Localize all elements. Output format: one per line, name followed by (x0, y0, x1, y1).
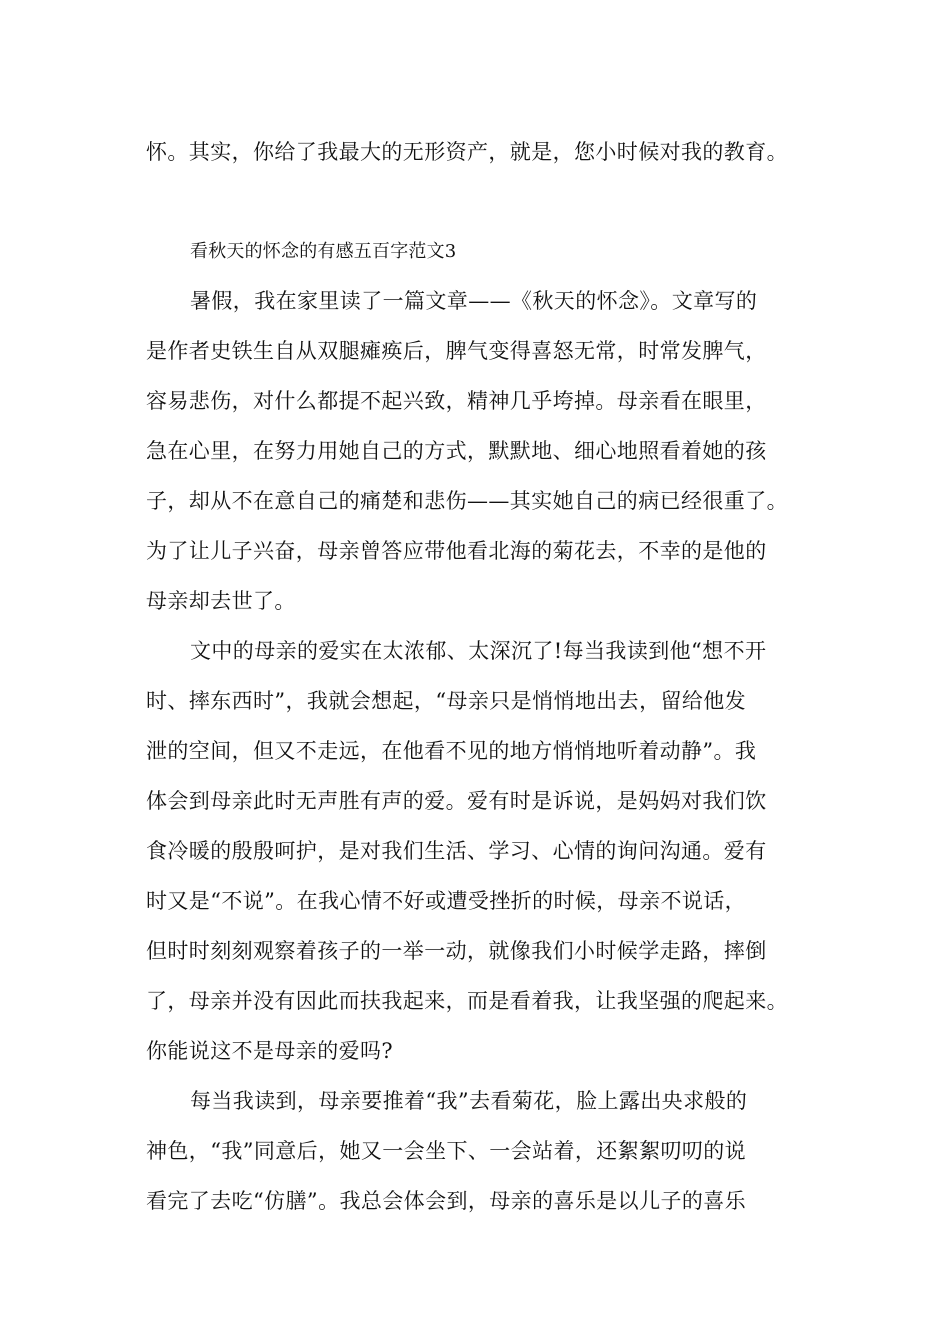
section-heading: 看秋天的怀念的有感五百字范文3 (190, 241, 457, 262)
paragraph-line: 泄的空间，但又不走远，在他看不见的地方悄悄地听着动静”。我 (146, 739, 757, 763)
paragraph-line: 食冷暖的殷殷呵护，是对我们生活、学习、心情的询问沟通。爱有 (146, 839, 767, 863)
paragraph-line: 母亲却去世了。 (146, 589, 296, 613)
paragraph-line: 你能说这不是母亲的爱吗? (146, 1039, 394, 1063)
paragraph-line: 文中的母亲的爱实在太浓郁、太深沉了!每当我读到他“想不开 (190, 639, 767, 663)
paragraph-line: 时又是“不说”。在我心情不好或遭受挫折的时候，母亲不说话， (146, 889, 747, 913)
paragraph-line: 了，母亲并没有因此而扶我起来，而是看着我，让我坚强的爬起来。 (146, 989, 788, 1013)
paragraph-line: 怀。其实，你给了我最大的无形资产，就是，您小时候对我的教育。 (146, 140, 788, 164)
paragraph-line: 体会到母亲此时无声胜有声的爱。爱有时是诉说，是妈妈对我们饮 (146, 789, 767, 813)
paragraph-line: 暑假，我在家里读了一篇文章——《秋天的怀念》。文章写的 (190, 289, 758, 313)
paragraph-line: 看完了去吃“仿膳”。我总会体会到，母亲的喜乐是以儿子的喜乐 (146, 1189, 747, 1213)
paragraph-line: 每当我读到，母亲要推着“我”去看菊花，脸上露出央求般的 (190, 1089, 748, 1113)
paragraph-line: 神色，“我”同意后，她又一会坐下、一会站着，还絮絮叨叨的说 (146, 1139, 747, 1163)
paragraph-line: 为了让儿子兴奋，母亲曾答应带他看北海的菊花去，不幸的是他的 (146, 539, 767, 563)
paragraph-line: 时、摔东西时”，我就会想起，“母亲只是悄悄地出去，留给他发 (146, 689, 747, 713)
paragraph-line: 子，却从不在意自己的痛楚和悲伤——其实她自己的病已经很重了。 (146, 489, 788, 513)
paragraph-line: 急在心里，在努力用她自己的方式，默默地、细心地照看着她的孩 (146, 439, 767, 463)
paragraph-line: 但时时刻刻观察着孩子的一举一动，就像我们小时候学走路，摔倒 (146, 939, 767, 963)
paragraph-line: 容易悲伤，对什么都提不起兴致，精神几乎垮掉。母亲看在眼里， (146, 389, 767, 413)
paragraph-line: 是作者史铁生自从双腿瘫痪后，脾气变得喜怒无常，时常发脾气， (146, 339, 767, 363)
